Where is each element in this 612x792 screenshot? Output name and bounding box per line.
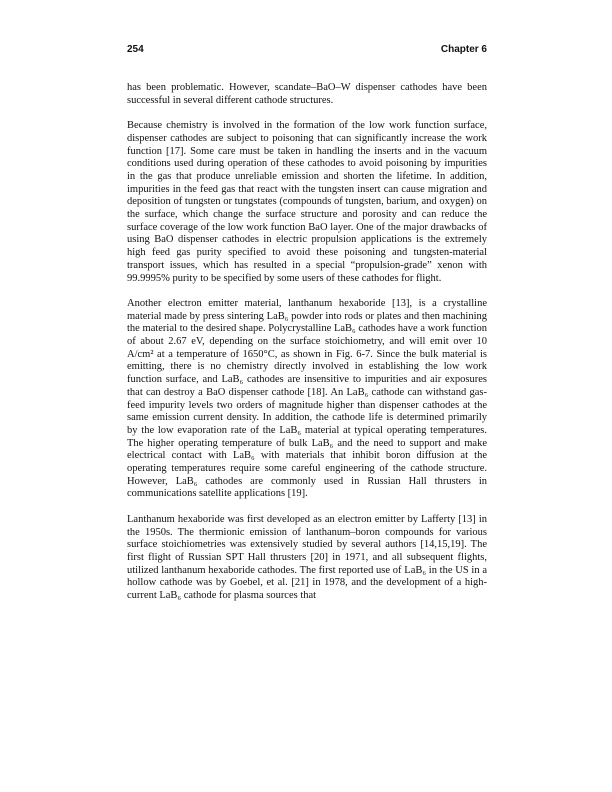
paragraph-dispenser-poisoning: Because chemistry is involved in the formation of the low work function surface, dispenser cathodes are subject to poisoning that can significantly increase the work function [17]. Some care must be taken in handling the inserts and in the vacuum conditions used during operation of these cathodes to avoid poisoning by impurities in the gas that produce unreliable emission and shorten the lifetime. In addition, impurities in the feed gas that react with the tungsten insert can cause migration and deposition of tungsten or tungstates (compounds of tungsten, barium, and oxygen) on the surface, which change the surface structure and porosity and can reduce the surface coverage of the low work function BaO layer. One of the major drawbacks of using BaO dispenser cathodes in electric propulsion applications is the extremely high feed gas purity specified to avoid these poisoning and tungsten-material transport issues, which has resulted in a special “propulsion-grade” xenon with 99.9995% purity to be specified by some users of these cathodes for flight. (127, 120, 487, 284)
page-header (127, 44, 487, 55)
paragraph-lab6-history: Lanthanum hexaboride was first developed as an electron emitter by Lafferty [13] in the 1950s. The thermionic emission of lanthanum–boron compounds for various surface stoichiometries was extensively studied by several authors [14,15,19]. The first flight of Russian SPT Hall thrusters [20] in 1971, and all subsequent flights, utilized lanthanum hexaboride cathodes. The first reported use of LaB₆ in the US in a hollow cathode was by Goebel, et al. [21] in 1978, and the development of a high-current LaB₆ cathode for plasma sources that (127, 513, 487, 602)
paragraph-lab6-properties: Another electron emitter material, lanthanum hexaboride [13], is a crystalline material made by press sintering LaB₆ powder into rods or plates and then machining the material to the desired shape. Polycrystalline LaB₆ cathodes have a work function of about 2.67 eV, depending on the surface stoichiometry, and will emit over 10 A/cm² at a temperature of 1650°C, as shown in Fig. 6-7. Since the bulk material is emitting, there is no chemistry directly involved in establishing the low work function surface, and LaB₆ cathodes are insensitive to impurities and air exposures that can destroy a BaO dispenser cathode [18]. An LaB₆ cathode can withstand gas-feed impurity levels two orders of magnitude higher than dispenser cathodes at the same emission current density. In addition, the cathode life is determined primarily by the low evaporation rate of the LaB₆ material at typical operating temperatures. The higher operating temperature of bulk LaB₆ and the need to support and make electrical contact with LaB₆ with materials that inhibit boron diffusion at the operating temperatures require some careful engineering of the cathode structure. However, LaB₆ cathodes are commonly used in Russian Hall thrusters in communications satellite applications [19]. (127, 297, 487, 500)
page-body (127, 82, 487, 603)
page-number: 254 (127, 44, 144, 55)
paragraph-continuation: has been problematic. However, scandate–BaO–W dispenser cathodes have been successful in several different cathode structures. (127, 82, 487, 106)
chapter-title: Chapter 6 (440, 44, 487, 55)
